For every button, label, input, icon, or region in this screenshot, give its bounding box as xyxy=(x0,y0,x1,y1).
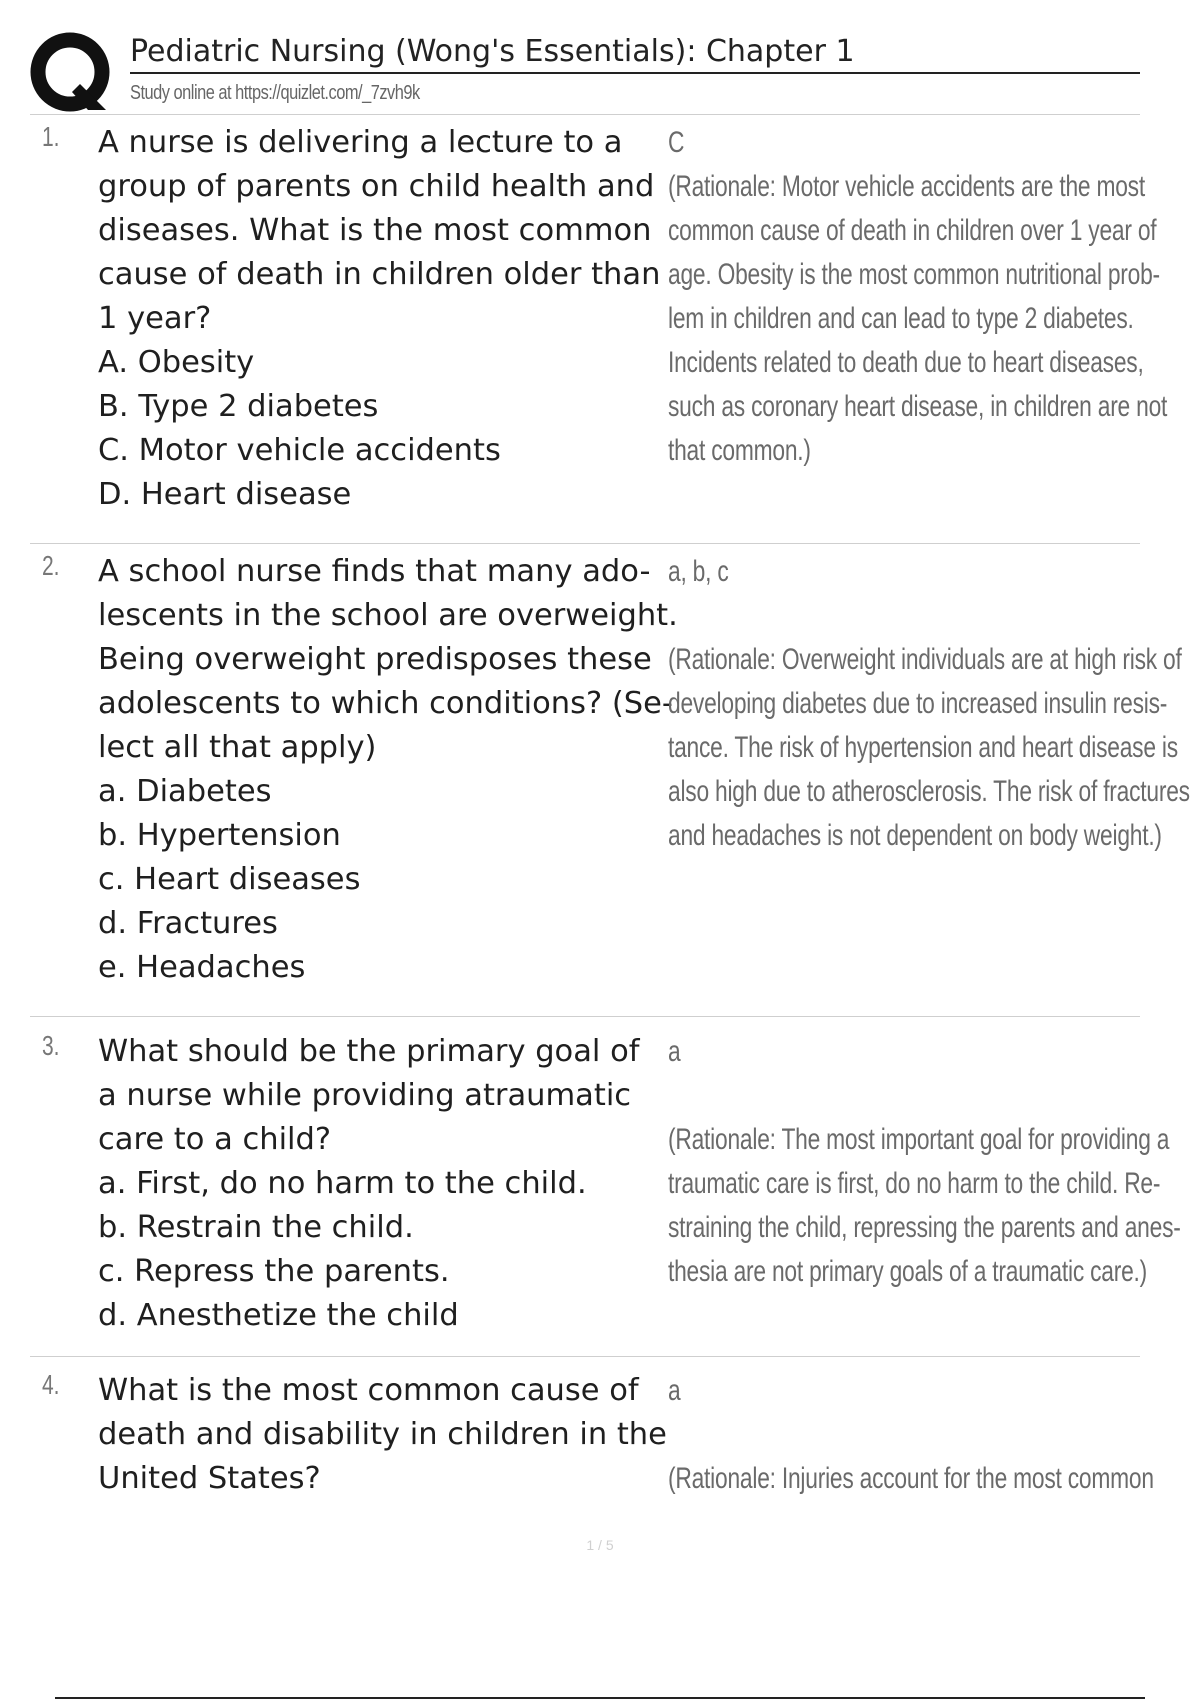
question-text: A school nurse finds that many ado- lescents in the school are overweight. Being overweight predisposes these adolescents to which conditions? (Se- lect all that apply) a. Diabetes b. Hypertension c. Heart diseases d. Fractures e. Headaches xyxy=(98,554,678,985)
card-number: 4. xyxy=(42,1369,60,1400)
card-number: 2. xyxy=(42,550,60,581)
question-text: What should be the primary goal of a nurse while providing atraumatic care to a child? a. First, do no harm to the child. b. Restrain the child. c. Repress the parents. d. Anesthetize the child xyxy=(98,1034,640,1333)
answer-text: a (Rationale: Injuries account for the most common xyxy=(668,1374,1154,1495)
footer-divider xyxy=(55,1697,1145,1699)
answer-text: a (Rationale: The most important goal for providing a traumatic care is first, do no harm to the child. Re- straining the child, repressing the parents and anes- thesia are not primary goals of a traumatic care.) xyxy=(668,1035,1181,1288)
document-header xyxy=(30,30,1140,118)
page-number: 1 / 5 xyxy=(586,1537,614,1553)
answer-text: a, b, c (Rationale: Overweight individuals are at high risk of developing diabetes due to increased insulin resis- tance. The risk of hypertension and heart disease is also high due to atherosclerosis. The risk of fractures and headaches is not dependent on body weight.) xyxy=(668,555,1190,852)
header-divider xyxy=(30,114,1140,115)
card-number: 3. xyxy=(42,1030,60,1061)
card-divider xyxy=(30,1356,1140,1357)
question-text: What is the most common cause of death and disability in children in the United States? xyxy=(98,1373,667,1496)
card-divider xyxy=(30,1016,1140,1017)
quizlet-logo-icon xyxy=(30,32,112,114)
question-text: A nurse is delivering a lecture to a group of parents on child health and diseases. What is the most common cause of death in children older than 1 year? A. Obesity B. Type 2 diabetes C. Motor vehicle accidents D. Heart disease xyxy=(98,125,661,512)
document-title: Pediatric Nursing (Wong's Essentials): Chapter 1 xyxy=(130,34,1140,74)
card-number: 1. xyxy=(42,121,60,152)
card-divider xyxy=(30,543,1140,544)
answer-text: C (Rationale: Motor vehicle accidents are the most common cause of death in children over 1 year of age. Obesity is the most common nutritional prob- lem in children and can lead to type 2 diabetes. Incidents related to death due to heart diseases, such as coronary heart disease, in children are not that common.) xyxy=(668,126,1168,467)
study-online-link-text: Study online at https://quizlet.com/_7zvh9k xyxy=(130,82,420,104)
